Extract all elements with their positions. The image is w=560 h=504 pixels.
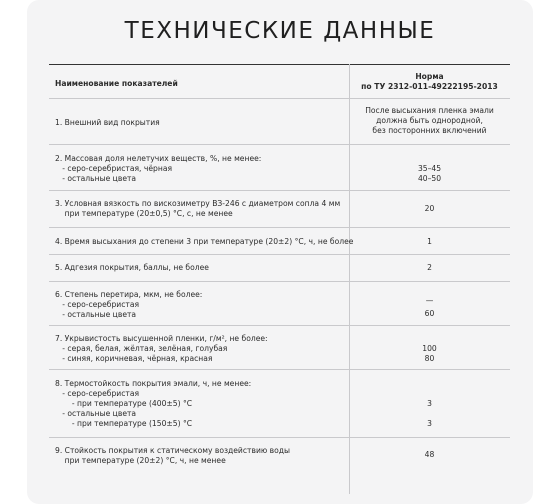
row-divider: [49, 325, 510, 326]
header-norm-spec: по ТУ 2312-011-49222195-2013: [361, 82, 498, 91]
row-9-name-2: при температуре (20±2) °С, ч, не менее: [55, 456, 226, 465]
row-2-name-1: 2. Массовая доля нелетучих веществ, %, не менее:: [55, 154, 262, 163]
row-2-norm-2: 40–50: [417, 174, 442, 183]
table-top-rule: [49, 64, 510, 65]
header-divider: [49, 98, 510, 99]
row-8-name-3: - при температуре (400±5) °С: [55, 399, 193, 408]
row-7-norm-1: 100: [422, 344, 437, 353]
row-divider: [49, 437, 510, 438]
row-8-norm-1: 3: [427, 399, 432, 408]
row-1-norm-3: без посторонних включений: [372, 126, 487, 135]
row-8-name-4: - остальные цвета: [55, 409, 137, 418]
row-6-norm-2: 60: [424, 309, 435, 318]
row-1-name: 1. Внешний вид покрытия: [55, 118, 160, 127]
row-6-name-3: - остальные цвета: [55, 310, 137, 319]
row-6-norm-1: —: [425, 296, 434, 305]
row-7-norm-2: 80: [424, 354, 435, 363]
header-indicator-name: Наименование показателей: [55, 79, 178, 88]
row-9-norm: 48: [424, 450, 435, 459]
row-2-name-2: - серо-серебристая, чёрная: [55, 164, 173, 173]
row-divider: [49, 281, 510, 282]
row-1-norm-1: После высыхания пленка эмали: [365, 106, 494, 115]
row-8-norm-2: 3: [427, 419, 432, 428]
row-7-name-3: - синяя, коричневая, чёрная, красная: [55, 354, 213, 363]
row-4-norm: 1: [427, 237, 432, 246]
row-9-name-1: 9. Стойкость покрытия к статическому воздействию воды: [55, 446, 291, 455]
row-divider: [49, 369, 510, 370]
row-3-name-1: 3. Условная вязкость по вискозиметру ВЗ-246 с диаметром сопла 4 мм: [55, 199, 341, 208]
row-divider: [49, 227, 510, 228]
row-7-name-1: 7. Укрывистость высушенной пленки, г/м², не более:: [55, 334, 268, 343]
row-8-name-2: - серо-серебристая: [55, 389, 140, 398]
row-5-norm: 2: [427, 263, 432, 272]
page-title: ТЕХНИЧЕСКИЕ ДАННЫЕ: [124, 18, 436, 44]
row-divider: [49, 254, 510, 255]
header-norm-title: Норма: [415, 72, 444, 81]
row-7-name-2: - серая, белая, жёлтая, зелёная, голубая: [55, 344, 228, 353]
row-6-name-2: - серо-серебристая: [55, 300, 140, 309]
row-1-norm-2: должна быть однородной,: [376, 116, 483, 125]
row-4-name: 4. Время высыхания до степени 3 при температуре (20±2) °С, ч, не более: [55, 237, 354, 246]
row-divider: [49, 144, 510, 145]
row-3-name-2: при температуре (20±0,5) °С, с, не менее: [55, 209, 233, 218]
row-8-name-5: - при температуре (150±5) °С: [55, 419, 193, 428]
row-5-name: 5. Адгезия покрытия, баллы, не более: [55, 263, 209, 272]
row-2-name-3: - остальные цвета: [55, 174, 137, 183]
row-3-norm: 20: [424, 204, 435, 213]
row-2-norm-1: 35–45: [417, 164, 442, 173]
row-6-name-1: 6. Степень перетира, мкм, не более:: [55, 290, 203, 299]
row-divider: [49, 190, 510, 191]
row-8-name-1: 8. Термостойкость покрытия эмали, ч, не менее:: [55, 379, 252, 388]
